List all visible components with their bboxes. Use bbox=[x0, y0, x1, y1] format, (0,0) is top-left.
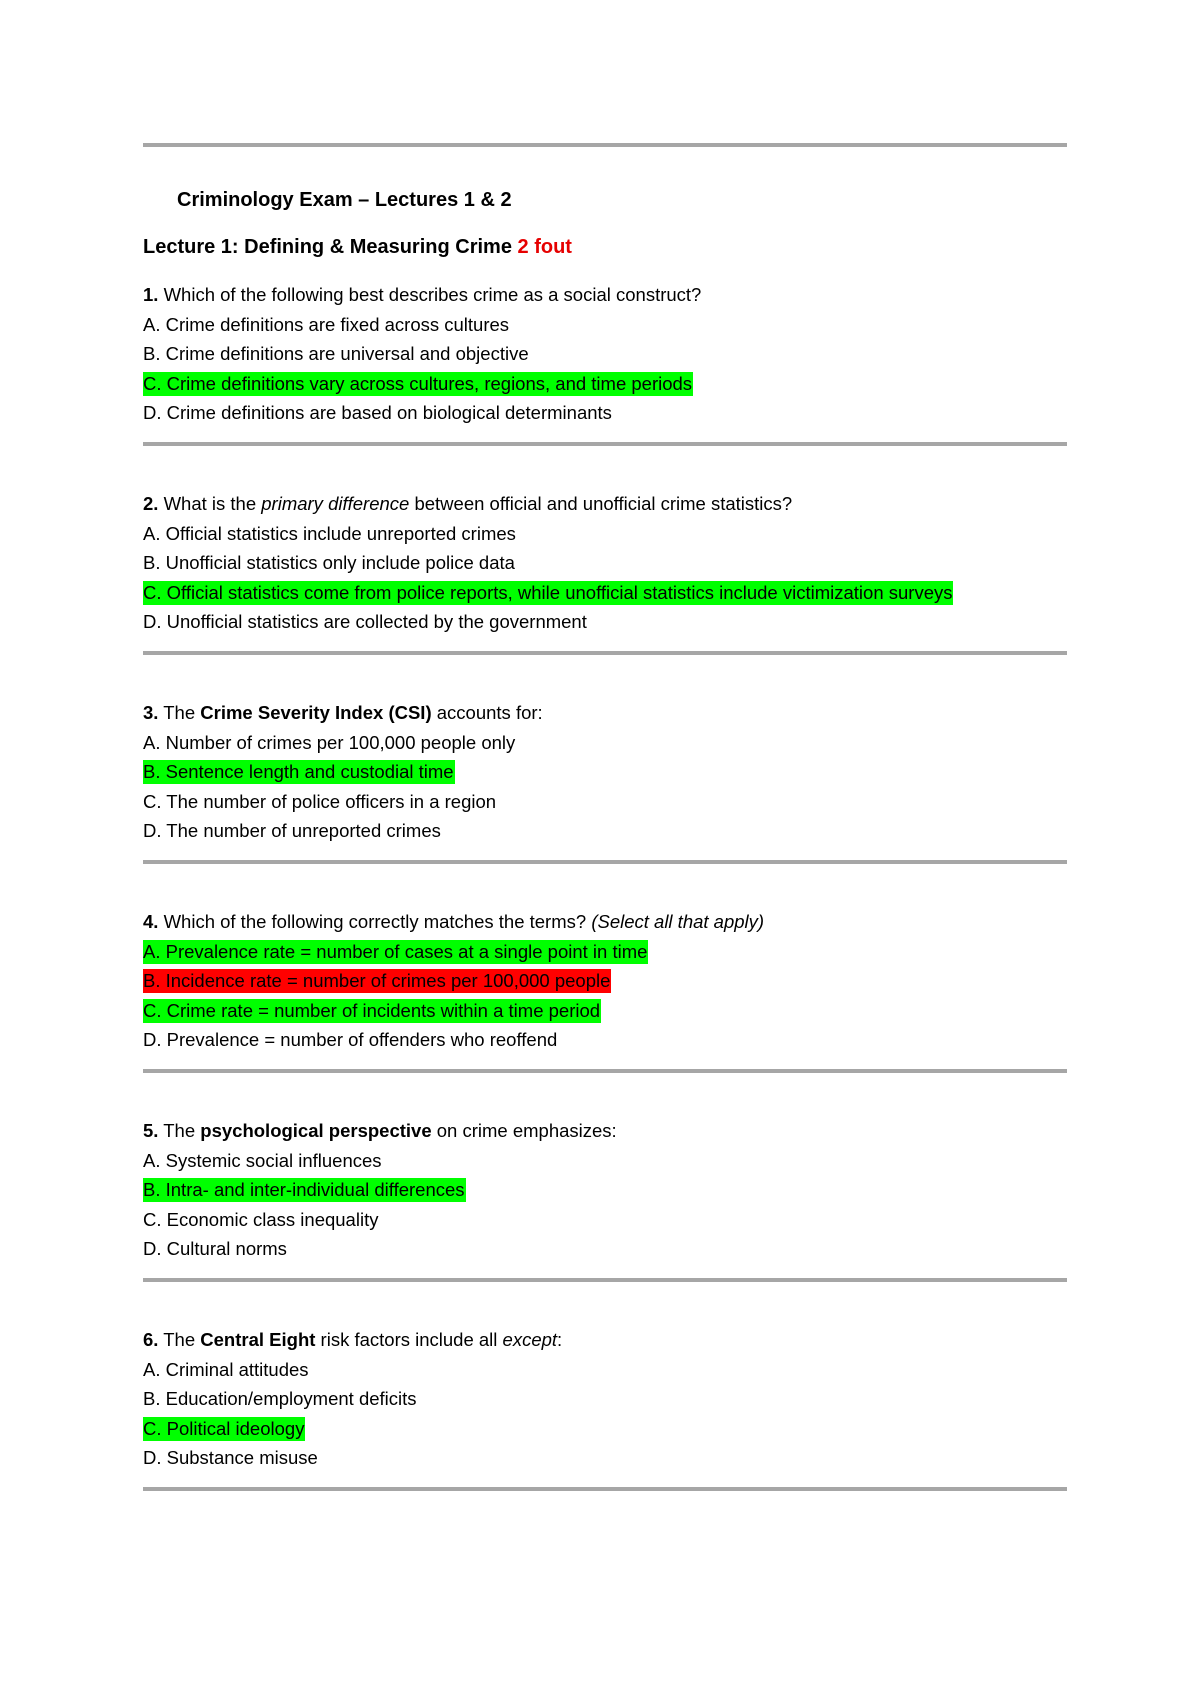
question-number: 2. bbox=[143, 493, 159, 514]
answer-option-incorrect: B. Incidence rate = number of crimes per 100,000 people bbox=[143, 970, 611, 991]
horizontal-rule bbox=[143, 1278, 1067, 1282]
answer-option: D. The number of unreported crimes bbox=[143, 820, 441, 841]
question-text: Which of the following best describes crime as a social construct? bbox=[163, 284, 702, 305]
answer-option: A. Criminal attitudes bbox=[143, 1358, 309, 1380]
question-key-term: psychological perspective bbox=[200, 1120, 432, 1141]
question-text-end: accounts for: bbox=[436, 702, 543, 723]
answer-option: A. Official statistics include unreported crimes bbox=[143, 522, 516, 544]
question-text: What is the bbox=[163, 493, 257, 514]
question-1 bbox=[143, 280, 1073, 428]
question-text: The bbox=[163, 1120, 196, 1141]
question-number: 6. bbox=[143, 1329, 159, 1350]
horizontal-rule bbox=[143, 860, 1067, 864]
question-stem bbox=[143, 698, 1073, 728]
answer-option: D. Substance misuse bbox=[143, 1447, 318, 1468]
answer-option: D. Cultural norms bbox=[143, 1238, 287, 1259]
answer-option: B. Education/employment deficits bbox=[143, 1388, 417, 1409]
answer-option-correct: C. Crime definitions vary across cultures, regions, and time periods bbox=[143, 372, 693, 394]
question-text-middle: risk factors include all bbox=[320, 1329, 498, 1350]
answer-option: A. Crime definitions are fixed across cultures bbox=[143, 313, 510, 335]
horizontal-rule bbox=[143, 1069, 1067, 1073]
question-stem bbox=[143, 489, 1073, 519]
horizontal-rule bbox=[143, 1487, 1067, 1491]
question-number: 1. bbox=[143, 284, 159, 305]
question-number: 5. bbox=[143, 1120, 159, 1141]
answer-option-correct: A. Prevalence rate = number of cases at a single point in time bbox=[143, 940, 648, 962]
answer-option: C. Economic class inequality bbox=[143, 1208, 379, 1230]
question-5 bbox=[143, 1116, 1073, 1264]
question-stem bbox=[143, 907, 1073, 937]
question-key-term: Central Eight bbox=[200, 1329, 316, 1350]
answer-option: D. Prevalence = number of offenders who reoffend bbox=[143, 1029, 558, 1050]
question-text: Which of the following correctly matches the terms? bbox=[163, 911, 587, 932]
answer-option: D. Unofficial statistics are collected by the government bbox=[143, 611, 587, 632]
question-text-end: on crime emphasizes: bbox=[436, 1120, 617, 1141]
answer-option: C. The number of police officers in a region bbox=[143, 790, 497, 812]
question-emphasis: except bbox=[502, 1329, 558, 1350]
lecture-heading-text: Lecture 1: Defining & Measuring Crime bbox=[143, 236, 512, 258]
answer-option: B. Crime definitions are universal and objective bbox=[143, 343, 529, 364]
question-3 bbox=[143, 698, 1073, 846]
horizontal-rule bbox=[143, 442, 1067, 446]
question-stem bbox=[143, 1325, 1073, 1355]
horizontal-rule bbox=[143, 143, 1067, 147]
answer-option: B. Unofficial statistics only include police data bbox=[143, 552, 515, 573]
question-stem bbox=[143, 280, 1073, 310]
answer-option-correct: B. Intra- and inter-individual differences bbox=[143, 1179, 465, 1200]
lecture-heading bbox=[143, 236, 572, 259]
answer-option: A. Systemic social influences bbox=[143, 1149, 382, 1171]
question-2 bbox=[143, 489, 1073, 637]
answer-option-correct: B. Sentence length and custodial time bbox=[143, 761, 454, 782]
lecture-error-note: 2 fout bbox=[517, 236, 572, 258]
question-emphasis: primary difference bbox=[261, 493, 410, 514]
answer-option: D. Crime definitions are based on biological determinants bbox=[143, 402, 612, 423]
question-4 bbox=[143, 907, 1073, 1055]
question-text: The bbox=[163, 1329, 196, 1350]
question-key-term: Crime Severity Index (CSI) bbox=[200, 702, 432, 723]
answer-option-correct: C. Official statistics come from police reports, while unofficial statistics include victimization surveys bbox=[143, 581, 953, 603]
question-text-end: between official and unofficial crime statistics? bbox=[414, 493, 793, 514]
question-text-end: : bbox=[557, 1329, 563, 1350]
question-6 bbox=[143, 1325, 1073, 1473]
exam-title: Criminology Exam – Lectures 1 & 2 bbox=[177, 189, 512, 211]
question-text: The bbox=[163, 702, 196, 723]
question-emphasis: (Select all that apply) bbox=[591, 911, 765, 932]
question-number: 4. bbox=[143, 911, 159, 932]
horizontal-rule bbox=[143, 651, 1067, 655]
answer-option-correct: C. Crime rate = number of incidents within a time period bbox=[143, 999, 601, 1021]
answer-option: A. Number of crimes per 100,000 people only bbox=[143, 731, 516, 753]
answer-option-correct: C. Political ideology bbox=[143, 1417, 305, 1439]
question-stem bbox=[143, 1116, 1073, 1146]
question-number: 3. bbox=[143, 702, 159, 723]
